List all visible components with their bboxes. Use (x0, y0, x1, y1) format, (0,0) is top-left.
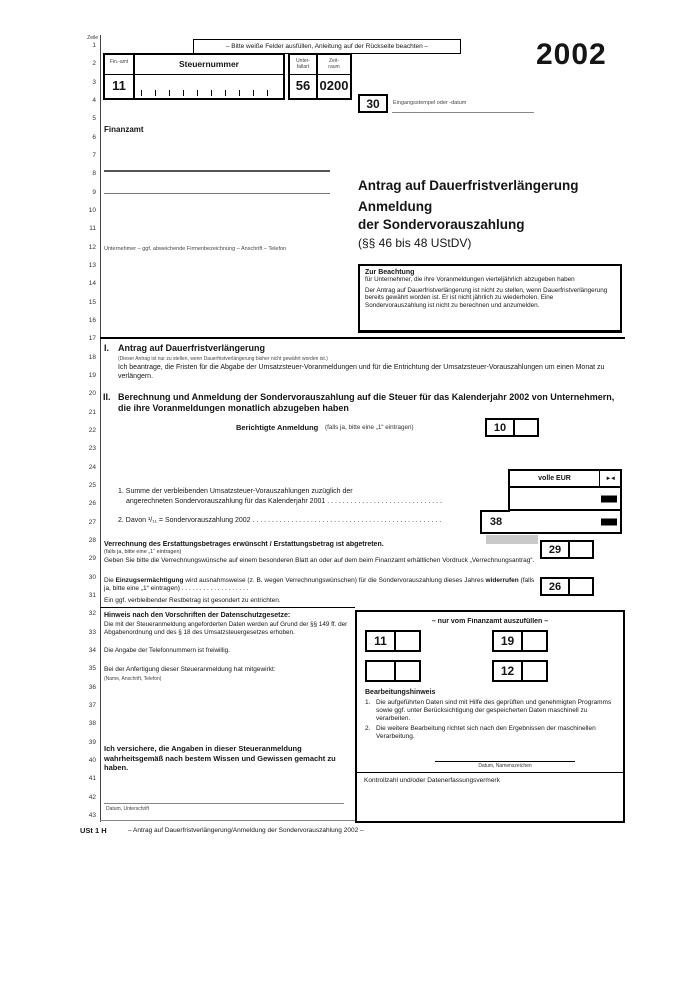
eingangsstempel-line[interactable] (392, 112, 534, 113)
verrechnung-bold-line: Verrechnung des Erstattungsbetrages erwünscht / Erstattungsbetrag ist abgetreten. (104, 541, 384, 548)
verrechnung-note: (falls ja, bitte eine „1“ eintragen) (104, 549, 182, 555)
unterfallart-value: 56 (295, 78, 311, 93)
mitwirkung-line: Bei der Anfertigung dieser Steueranmeldung hat mitgewirkt: (104, 666, 276, 673)
berichtigte-anmeldung-note: (falls ja, bitte eine „1“ eintragen) (325, 424, 414, 431)
zeile-number: 11 (89, 225, 96, 233)
einzug-text-pre: Die (104, 577, 116, 584)
header-strip-box (193, 39, 461, 54)
left-bottom-rule (100, 820, 355, 821)
unternehmer-hint: Unternehmer – ggf. abweichende Firmenbezeichnung – Anschrift – Telefon (104, 246, 287, 252)
zeile-number: 20 (88, 390, 96, 398)
mitwirkung-sub: (Name, Anschrift, Telefon) (104, 676, 162, 682)
kz-26-label: 26 (542, 579, 570, 594)
berichtigte-anmeldung-label: Berichtigte Anmeldung (236, 423, 319, 432)
zeile-number: 25 (88, 481, 96, 489)
header-strip-text: – Bitte weiße Felder ausfüllen, Anleitung auf der Rückseite beachten – (225, 42, 429, 50)
kz-29-label: 29 (542, 542, 570, 557)
eur-table-header: volle EUR (538, 475, 571, 482)
form-title-line3: der Sondervorauszahlung (358, 217, 525, 232)
zeitraum-value: 0200 (319, 78, 349, 93)
unterfallart-label-line1: Unter- (296, 58, 310, 64)
kz-29-box (540, 540, 594, 559)
zeile-number: 30 (88, 573, 96, 581)
zeile-number: 42 (88, 793, 96, 801)
zeile-number: 17 (88, 335, 96, 343)
kz-10-box (485, 418, 539, 437)
kz-10-label: 10 (487, 420, 515, 435)
zeile-number: 21 (88, 408, 96, 416)
section-divider-1 (100, 337, 625, 339)
eur-table (508, 469, 622, 534)
zur-beachtung-line1: für Unternehmer, die ihre Voranmeldungen vierteljährlich abzugeben haben (365, 276, 575, 283)
finanzamt-only-title: – nur vom Finanzamt auszufüllen – (431, 618, 549, 625)
zeile-number: 6 (92, 133, 96, 141)
zeile-number: 28 (88, 536, 96, 544)
zur-beachtung-title: Zur Beachtung (365, 269, 415, 276)
item2-text: Die weitere Bearbeitung richtet sich nach den Ergebnissen der maschinellen Verarbeitung. (376, 725, 596, 740)
versicherung-text: Ich versichere, die Angaben in dieser Steueranmeldung wahrheitsgemäß nach bestem Wissen und Gewissen gemacht zu haben. (104, 744, 336, 772)
signature-label: Datum, Unterschrift (106, 806, 150, 812)
zeile-number: 2 (92, 60, 96, 68)
kontrollzahl-label: Kontrollzahl und/oder Datenerfassungsvermerk (364, 777, 500, 784)
steuernummer-block (103, 53, 285, 100)
section1-note: (Dieser Antrag ist nur zu stellen, wenn Dauerfristverlängerung bisher nicht gewährt worden ist.) (118, 356, 328, 362)
kz-empty-box (365, 660, 421, 682)
zeile-number: 26 (88, 500, 96, 508)
finanzamt-label: Finanzamt (104, 125, 144, 134)
steuernummer-label: Steuernummer (179, 59, 239, 69)
datenschutz-heading: Hinweis nach den Vorschriften der Datenschutzgesetze: (104, 612, 291, 619)
shaded-cell (486, 535, 538, 544)
steuernummer-comb-ticks (141, 90, 277, 96)
kz-38-label: 38 (489, 516, 503, 528)
eur-row2-blackbar (601, 518, 617, 525)
bearbeitungshinweis-item1 (365, 699, 619, 723)
zeile-number: 8 (92, 170, 96, 178)
item2-number: 2. (365, 725, 371, 732)
kz-19-box (492, 630, 548, 652)
eur-row1-text-line1: 1. Summe der verbleibenden Umsatzsteuer-Vorauszahlungen zuzüglich der (118, 488, 353, 495)
eur-row2-input[interactable] (510, 511, 620, 532)
zeile-number: 36 (88, 683, 96, 691)
cut-marker-icon: ►◄ (599, 471, 620, 486)
einzug-text-post: (falls ja, bitte eine „1“ eintragen) . . . . . . . . . . . . . . . . . . . (104, 577, 535, 592)
footer-form-code: USt 1 H (80, 826, 107, 835)
form-title-line2: Anmeldung (358, 199, 433, 214)
datenschutz-freiwillig: Die Angabe der Telefonnummern ist freiwillig. (104, 647, 230, 654)
section1-heading: Antrag auf Dauerfristverlängerung (118, 343, 266, 353)
finanzamt-address-line1[interactable] (104, 170, 330, 172)
zeile-number: 27 (88, 518, 96, 526)
finanzamt-code-label: Fin.-amt (109, 59, 129, 65)
zeile-number: 34 (88, 646, 96, 654)
zeile-number: 3 (92, 78, 96, 86)
zeile-number: 39 (88, 738, 96, 746)
kz-29-input[interactable] (570, 542, 592, 557)
datenschutz-body: Die mit der Steueranmeldung angeforderten Daten werden auf Grund der §§ 149 ff. der Abgabenordnung und des § 18 des Umsatzsteuergesetzes erhoben. (104, 621, 348, 636)
zeile-column (80, 35, 101, 822)
zeile-number: 40 (88, 756, 96, 764)
eur-row1-input[interactable] (510, 488, 620, 511)
zeile-number: 31 (88, 591, 96, 599)
section2-number: II. (103, 392, 111, 402)
item1-number: 1. (365, 699, 371, 706)
form-year: 2002 (536, 38, 607, 71)
zeile-number: 19 (88, 371, 96, 379)
kz-11-box (365, 630, 421, 652)
section1-body: Ich beantrage, die Fristen für die Abgabe der Umsatzsteuer-Voranmeldungen und für die Entrichtung der Umsatzsteuer-Vorauszahlungen um einen Monat zu verlängern. (118, 364, 605, 380)
section2-heading: Berechnung und Anmeldung der Sondervorauszahlung auf die Steuer für das Kalenderjahr 2002 von Unternehmern, die ihre Voranmeldungen monatlich abzugeben haben (118, 392, 615, 413)
eingangsstempel-caption: Eingangsstempel oder -datum (393, 100, 467, 106)
kz-19-input[interactable] (523, 632, 546, 650)
kz-12-input[interactable] (523, 662, 546, 680)
form-title-line1: Antrag auf Dauerfristverlängerung (358, 178, 579, 193)
kz-30-box (358, 94, 388, 113)
zeitraum-label-line2: raum (328, 64, 340, 70)
kz-38-box (480, 510, 510, 534)
zeile-header: Zeile (87, 35, 98, 41)
zeitraum-label-line1: Zeit- (329, 58, 339, 64)
kz-empty-input[interactable] (396, 662, 419, 680)
kz-11-input[interactable] (396, 632, 419, 650)
einzug-text-bold1: Einzugsermächtigung (115, 577, 184, 584)
item1-text: Die aufgeführten Daten sind mit Hilfe des geprüften und genehmigten Programms sowie ggf. unter Berücksichtigung der gespeicherten Daten maschinell zu verarbeiten. (376, 699, 612, 722)
zeile-number: 16 (88, 316, 96, 324)
zeile-number: 29 (88, 555, 96, 563)
zeile-number: 5 (92, 115, 96, 123)
zeile-number: 1 (92, 42, 96, 49)
kz-26-box (540, 577, 594, 596)
zeile-number: 38 (88, 720, 96, 728)
eur-row2-text: 2. Davon ¹/₁₁ = Sondervorauszahlung 2002 . . . . . . . . . . . . . . . . . . . . . . . . . . . . . . . . . . . . . . . . . . . . . . . . . (118, 517, 442, 524)
zeile-number: 35 (88, 665, 96, 673)
kz-empty-label (367, 662, 396, 680)
zeile-number: 7 (92, 151, 96, 159)
kz-26-input[interactable] (570, 579, 592, 594)
signature-line[interactable] (104, 803, 344, 804)
zeile-number: 32 (88, 610, 96, 618)
zur-beachtung-box (358, 264, 622, 333)
zeile-number: 4 (92, 96, 96, 104)
datum-namenszeichen-label: Datum, Namenszeichen (478, 763, 532, 769)
finanzamt-address-line2[interactable] (104, 193, 330, 194)
einzug-paragraph (104, 577, 536, 593)
zeile-number: 37 (88, 701, 96, 709)
zeile-number: 12 (88, 243, 96, 251)
finanzamt-only-box (355, 610, 625, 823)
fa-box-divider (357, 772, 623, 773)
zeile-number: 10 (88, 206, 96, 214)
finanzamt-code-value: 11 (112, 78, 126, 93)
bearbeitungshinweis-item2 (365, 725, 619, 741)
einzug-text-bold2: widerrufen (485, 577, 519, 584)
datum-namenszeichen-line[interactable] (435, 761, 575, 762)
einzug-text-mid: wird ausnahmsweise (z. B. wegen Verrechnungswünschen) für die Sondervorauszahlung dieses Jahres (183, 577, 486, 584)
steuernummer-comb-field[interactable] (135, 75, 283, 98)
footer-form-title: – Antrag auf Dauerfristverlängerung/Anmeldung der Sondervorauszahlung 2002 – (128, 827, 364, 834)
zeile-number: 15 (88, 298, 96, 306)
zeile-number: 9 (92, 188, 96, 196)
section1-number: I. (104, 343, 110, 353)
zeile-number: 23 (88, 445, 96, 453)
kz-12-label: 12 (494, 662, 523, 680)
zeile-number: 13 (88, 261, 96, 269)
zeile-number: 18 (88, 353, 96, 361)
eur-row1-text-line2: angerechneten Sondervorauszahlung für das Kalenderjahr 2001 . . . . . . . . . . . . . . . . . . . . . . . . . . . . . . (126, 498, 442, 505)
kz-30-label: 30 (366, 96, 380, 111)
bearbeitungshinweis-heading: Bearbeitungshinweis (365, 689, 436, 696)
section-divider-2 (100, 607, 355, 608)
zeile-number: 33 (88, 628, 96, 636)
kz-19-label: 19 (494, 632, 523, 650)
einzug-rest: Ein ggf. verbleibender Restbetrag ist gesondert zu entrichten. (104, 597, 281, 604)
kz-12-box (492, 660, 548, 682)
kz-11-label: 11 (367, 632, 396, 650)
zeile-number: 43 (88, 811, 96, 819)
unterfallart-label-line2: fallart (296, 64, 310, 70)
zur-beachtung-body: Der Antrag auf Dauerfristverlängerung ist nicht zu stellen, wenn Dauerfristverlängerung bereits gewährt worden ist. Er ist nicht jährlich zu wiederholen. Eine Sondervorauszahlung ist nicht zu berechnen und anzumelden. (365, 286, 608, 309)
eur-row1-blackbar (601, 495, 617, 502)
form-title-line4: (§§ 46 bis 48 UStDV) (358, 236, 472, 250)
zeile-number: 41 (88, 775, 96, 783)
zeile-number: 22 (88, 426, 96, 434)
verrechnung-body: Geben Sie bitte die Verrechnungswünsche auf einem besonderen Blatt an oder auf dem beim Finanzamt erhältlichen Vordruck „Verrechnungsantrag“. (104, 557, 535, 564)
zeile-number: 14 (88, 280, 96, 288)
zeile-number: 24 (88, 463, 96, 471)
kz-10-input[interactable] (515, 420, 537, 435)
unterfallart-zeitraum-block (288, 53, 352, 100)
